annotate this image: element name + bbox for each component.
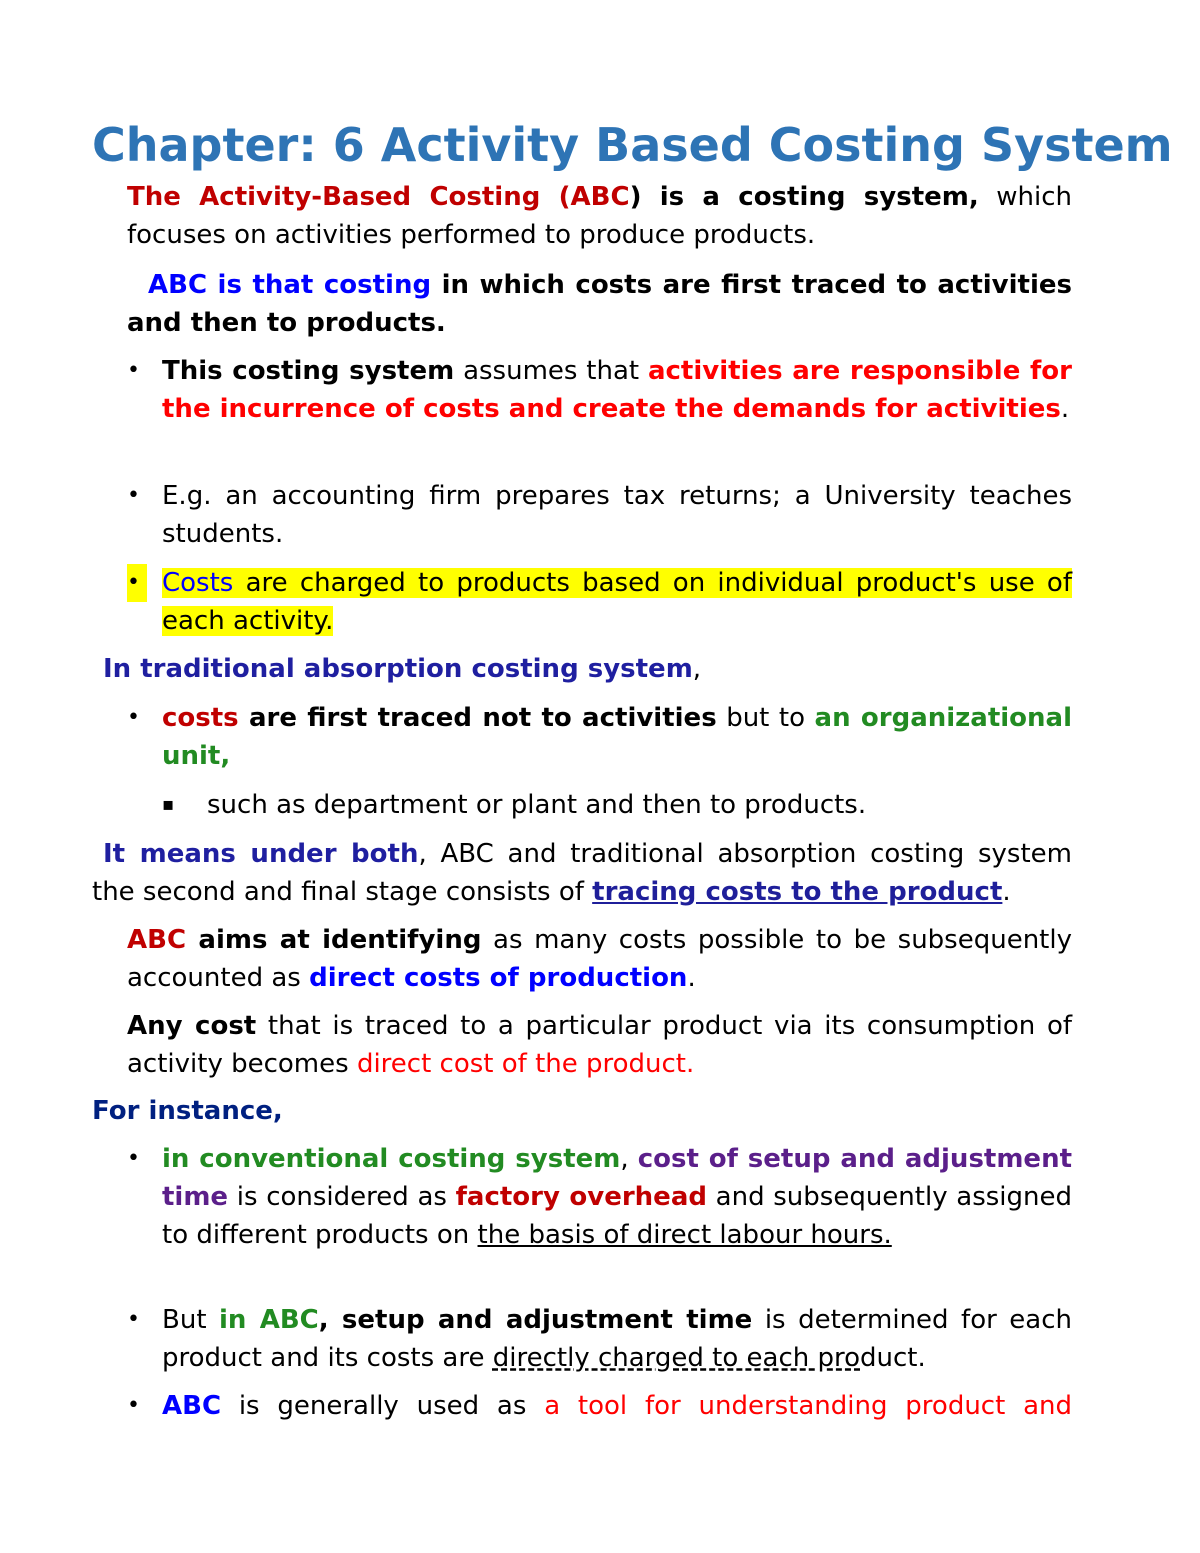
- list-item-costs-traced: costs are first traced not to activities but to an organizational unit,: [162, 703, 1073, 771]
- bullet-icon: •: [127, 1307, 140, 1332]
- paragraph-for-instance: For instance,: [92, 1096, 283, 1126]
- list-item-assumption: This costing system assumes that activities are responsible for the incurrence of costs and create the demands for activities.: [162, 356, 1072, 424]
- bullet-icon: •: [127, 705, 140, 730]
- list-item-conventional: in conventional costing system, cost of setup and adjustment time is considered as factory overhead and subsequently assigned to different products on the basis of direct labour hours.: [162, 1144, 1073, 1250]
- bullet-icon: •: [127, 564, 147, 602]
- tracing-costs-link: tracing costs to the product: [592, 877, 1003, 907]
- paragraph-traditional: In traditional absorption costing system,: [103, 654, 702, 684]
- bullet-icon: •: [127, 1146, 140, 1171]
- paragraph-abc-definition: The Activity-Based Costing (ABC) is a costing system, which focuses on activities performed to produce products.: [127, 182, 1072, 250]
- square-bullet-icon: ▪: [162, 794, 175, 815]
- list-subitem-department: such as department or plant and then to products.: [207, 790, 867, 820]
- bullet-icon: •: [127, 358, 140, 383]
- list-item-abc-tool: ABC is generally used as a tool for understanding product and: [162, 1391, 1072, 1421]
- paragraph-abc-tracing: ABC is that costing in which costs are first traced to activities and then to products.: [127, 270, 1072, 338]
- page-title: Chapter: 6 Activity Based Costing System: [92, 118, 1173, 172]
- abc-term: The Activity-Based Costing (: [127, 182, 571, 212]
- bullet-icon: •: [127, 1393, 140, 1418]
- paragraph-abc-aims: ABC aims at identifying as many costs possible to be subsequently accounted as direct costs of production.: [127, 925, 1072, 993]
- list-item-in-abc: But in ABC, setup and adjustment time is determined for each product and its costs are directly charged to each product.: [162, 1305, 1073, 1373]
- list-item-example: E.g. an accounting firm prepares tax returns; a University teaches students.: [162, 481, 1072, 549]
- bullet-icon: •: [127, 483, 140, 508]
- list-item-costs-charged: Costs are charged to products based on individual product's use of each activity.: [162, 568, 1072, 636]
- paragraph-under-both: It means under both, ABC and traditional absorption costing system the second and final stage consists of tracing costs to the product.: [92, 839, 1072, 907]
- paragraph-any-cost: Any cost that is traced to a particular product via its consumption of activity becomes direct cost of the product.: [127, 1011, 1073, 1079]
